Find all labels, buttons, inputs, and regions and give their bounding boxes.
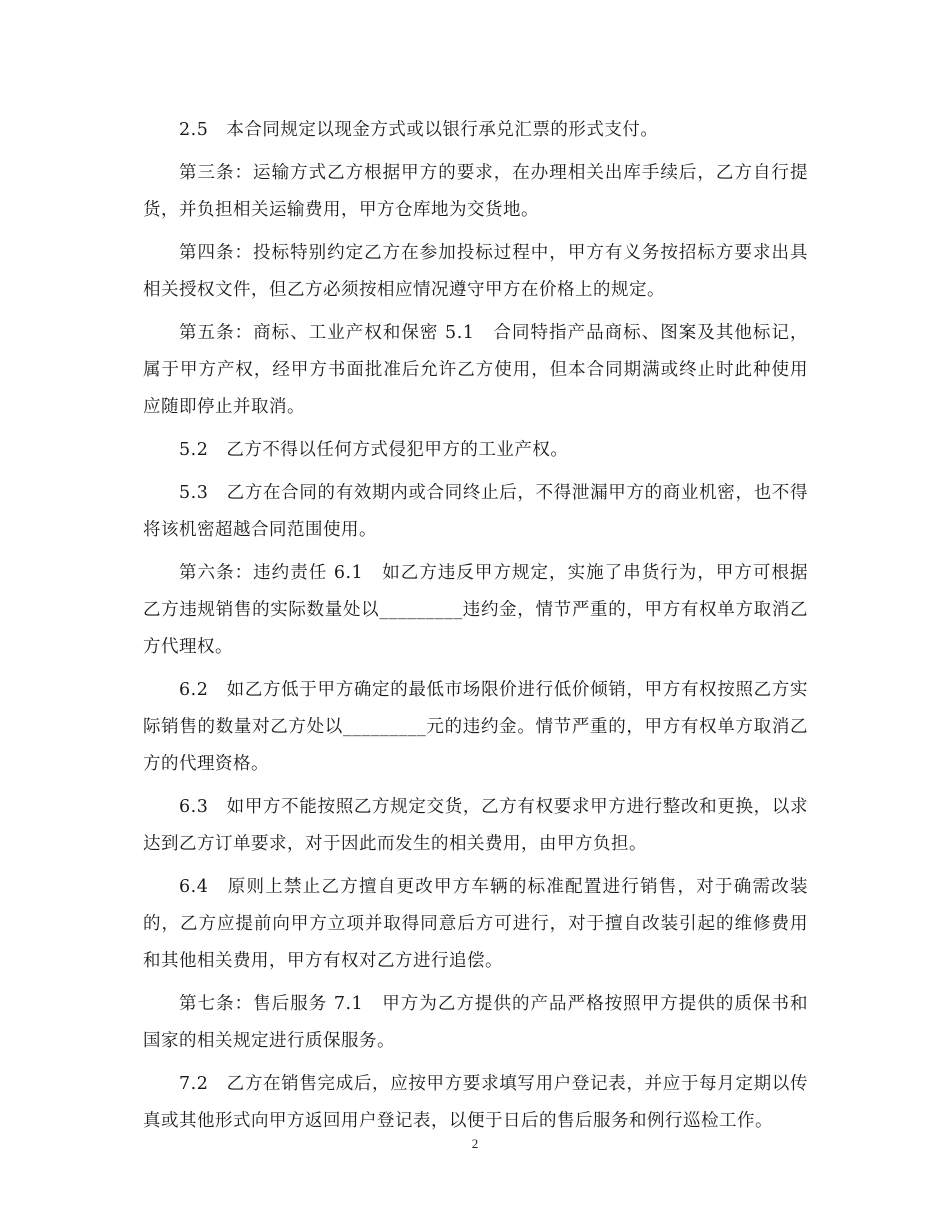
- paragraph-6-2: 6.2 如乙方低于甲方确定的最低市场限价进行低价倾销，甲方有权按照乙方实际销售的数量对乙方处以_________元的违约金。情节严重的，甲方有权单方取消乙方的代理资格。: [143, 680, 808, 774]
- paragraph-article-5-trademark: 第五条：商标、工业产权和保密 5.1 合同特指产品商标、图案及其他标记，属于甲方产权，经甲方书面批准后允许乙方使用，但本合同期满或终止时此种使用应随即停止并取消。: [143, 323, 808, 417]
- paragraph-payment-method: 2.5 本合同规定以现金方式或以银行承兑汇票的形式支付。: [179, 120, 659, 140]
- paragraph-article-3-transport: 第三条：运输方式乙方根据甲方的要求，在办理相关出库手续后，乙方自行提货，并负担相关运输费用，甲方仓库地为交货地。: [143, 163, 808, 220]
- paragraph-5-3: 5.3 乙方在合同的有效期内或合同终止后，不得泄漏甲方的商业机密，也不得将该机密超越合同范围使用。: [143, 483, 808, 540]
- page-number: 2: [471, 1136, 479, 1151]
- paragraph-article-7-service: 第七条：售后服务 7.1 甲方为乙方提供的产品严格按照甲方提供的质保书和国家的相关规定进行质保服务。: [143, 994, 808, 1051]
- paragraph-5-2: 5.2 乙方不得以任何方式侵犯甲方的工业产权。: [179, 440, 569, 460]
- paragraph-6-3: 6.3 如甲方不能按照乙方规定交货，乙方有权要求甲方进行整改和更换，以求达到乙方订单要求，对于因此而发生的相关费用，由甲方负担。: [143, 797, 808, 854]
- paragraph-7-2: 7.2 乙方在销售完成后，应按甲方要求填写用户登记表，并应于每月定期以传真或其他形式向甲方返回用户登记表，以便于日后的售后服务和例行巡检工作。: [143, 1074, 808, 1131]
- paragraph-article-6-liability: 第六条：违约责任 6.1 如乙方违反甲方规定，实施了串货行为，甲方可根据乙方违规销售的实际数量处以_________违约金，情节严重的，甲方有权单方取消乙方代理权。: [143, 563, 808, 657]
- document-body: [143, 112, 808, 1146]
- paragraph-6-4: 6.4 原则上禁止乙方擅自更改甲方车辆的标准配置进行销售，对于确需改装的，乙方应提前向甲方立项并取得同意后方可进行，对于擅自改装引起的维修费用和其他相关费用，甲方有权对乙方进行追偿。: [143, 877, 808, 971]
- paragraph-article-4-bidding: 第四条：投标特别约定乙方在参加投标过程中，甲方有义务按招标方要求出具相关授权文件，但乙方必须按相应情况遵守甲方在价格上的规定。: [143, 243, 808, 300]
